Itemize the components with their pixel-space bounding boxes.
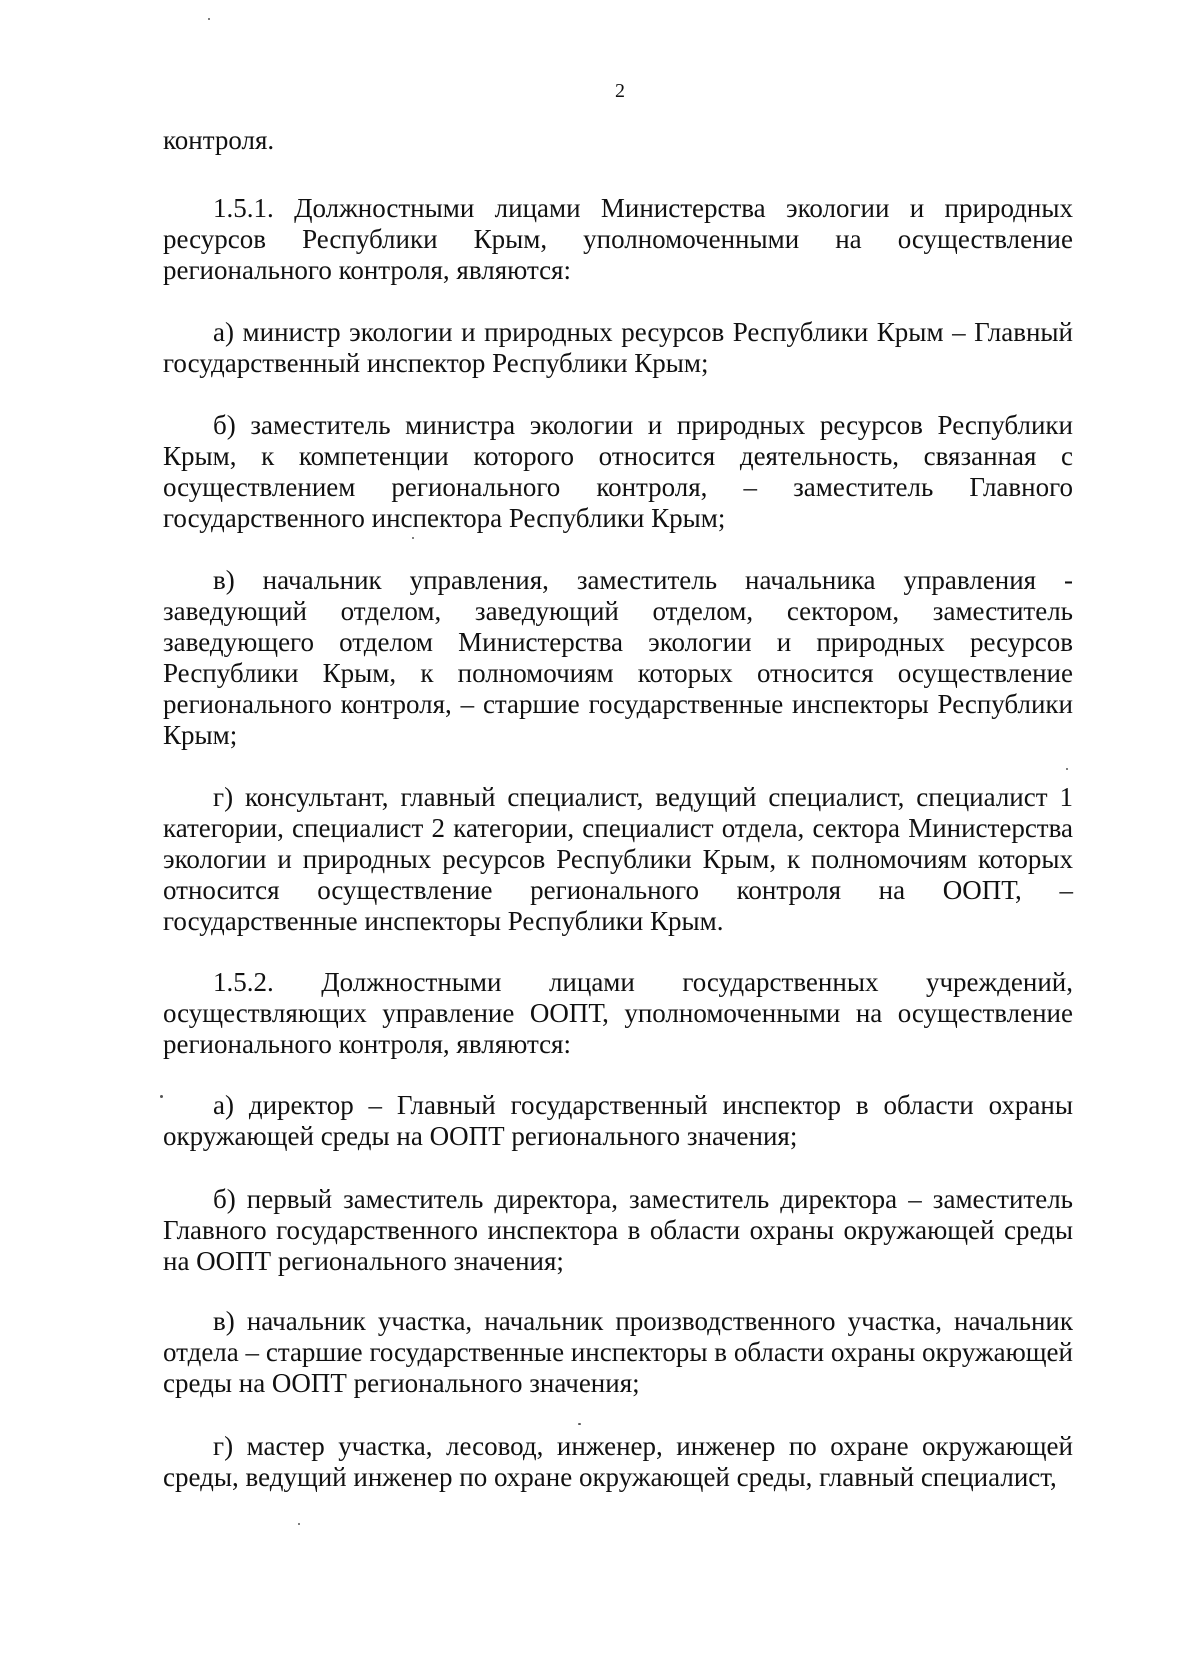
paragraph-1-5-2-g: г) мастер участка, лесовод, инженер, инженер по охране окружающей среды, ведущий инженер по охране окружающей среды, главный специалист, [163,1431,1073,1492]
scan-speck [298,1523,300,1525]
paragraph-continuation: контроля. [163,125,275,155]
scan-speck [578,1423,581,1425]
paragraph-1-5-1-v: в) начальник управления, заместитель начальника управления - заведующий отделом, заведующий отделом, сектором, заместитель заведующего отделом Министерства экологии и природных ресурсов Республики Крым, к полномочиям которых относится осуществление регионального контроля, – старшие государственные инспекторы Республики Крым; [163,565,1073,750]
scan-speck [1066,768,1068,770]
scan-speck [160,1095,163,1098]
paragraph-1-5-1-g: г) консультант, главный специалист, ведущий специалист, специалист 1 категории, специалист 2 категории, специалист отдела, сектора Министерства экологии и природных ресурсов Республики Крым, к полномочиям которых относится осуществление регионального контроля на ООПТ, – государственные инспекторы Республики Крым. [163,782,1073,936]
paragraph-1-5-2-b: б) первый заместитель директора, заместитель директора – заместитель Главного государственного инспектора в области охраны окружающей среды на ООПТ регионального значения; [163,1184,1073,1276]
paragraph-1-5-2-a: а) директор – Главный государственный инспектор в области охраны окружающей среды на ООПТ регионального значения; [163,1090,1073,1151]
paragraph-1-5-2-v: в) начальник участка, начальник производственного участка, начальник отдела – старшие государственные инспекторы в области охраны окружающей среды на ООПТ регионального значения; [163,1306,1073,1398]
paragraph-1-5-1-a: а) министр экологии и природных ресурсов Республики Крым – Главный государственный инспектор Республики Крым; [163,317,1073,378]
paragraph-1-5-2: 1.5.2. Должностными лицами государственных учреждений, осуществляющих управление ООПТ, уполномоченными на осуществление регионального контроля, являются: [163,967,1073,1059]
paragraph-1-5-1: 1.5.1. Должностными лицами Министерства экологии и природных ресурсов Республики Крым, уполномоченными на осуществление регионального контроля, являются: [163,193,1073,285]
scan-speck [412,537,414,539]
scan-speck [208,18,210,20]
page-number: 2 [615,80,625,102]
paragraph-1-5-1-b: б) заместитель министра экологии и природных ресурсов Республики Крым, к компетенции которого относится деятельность, связанная с осуществлением регионального контроля, – заместитель Главного государственного инспектора Республики Крым; [163,410,1073,533]
